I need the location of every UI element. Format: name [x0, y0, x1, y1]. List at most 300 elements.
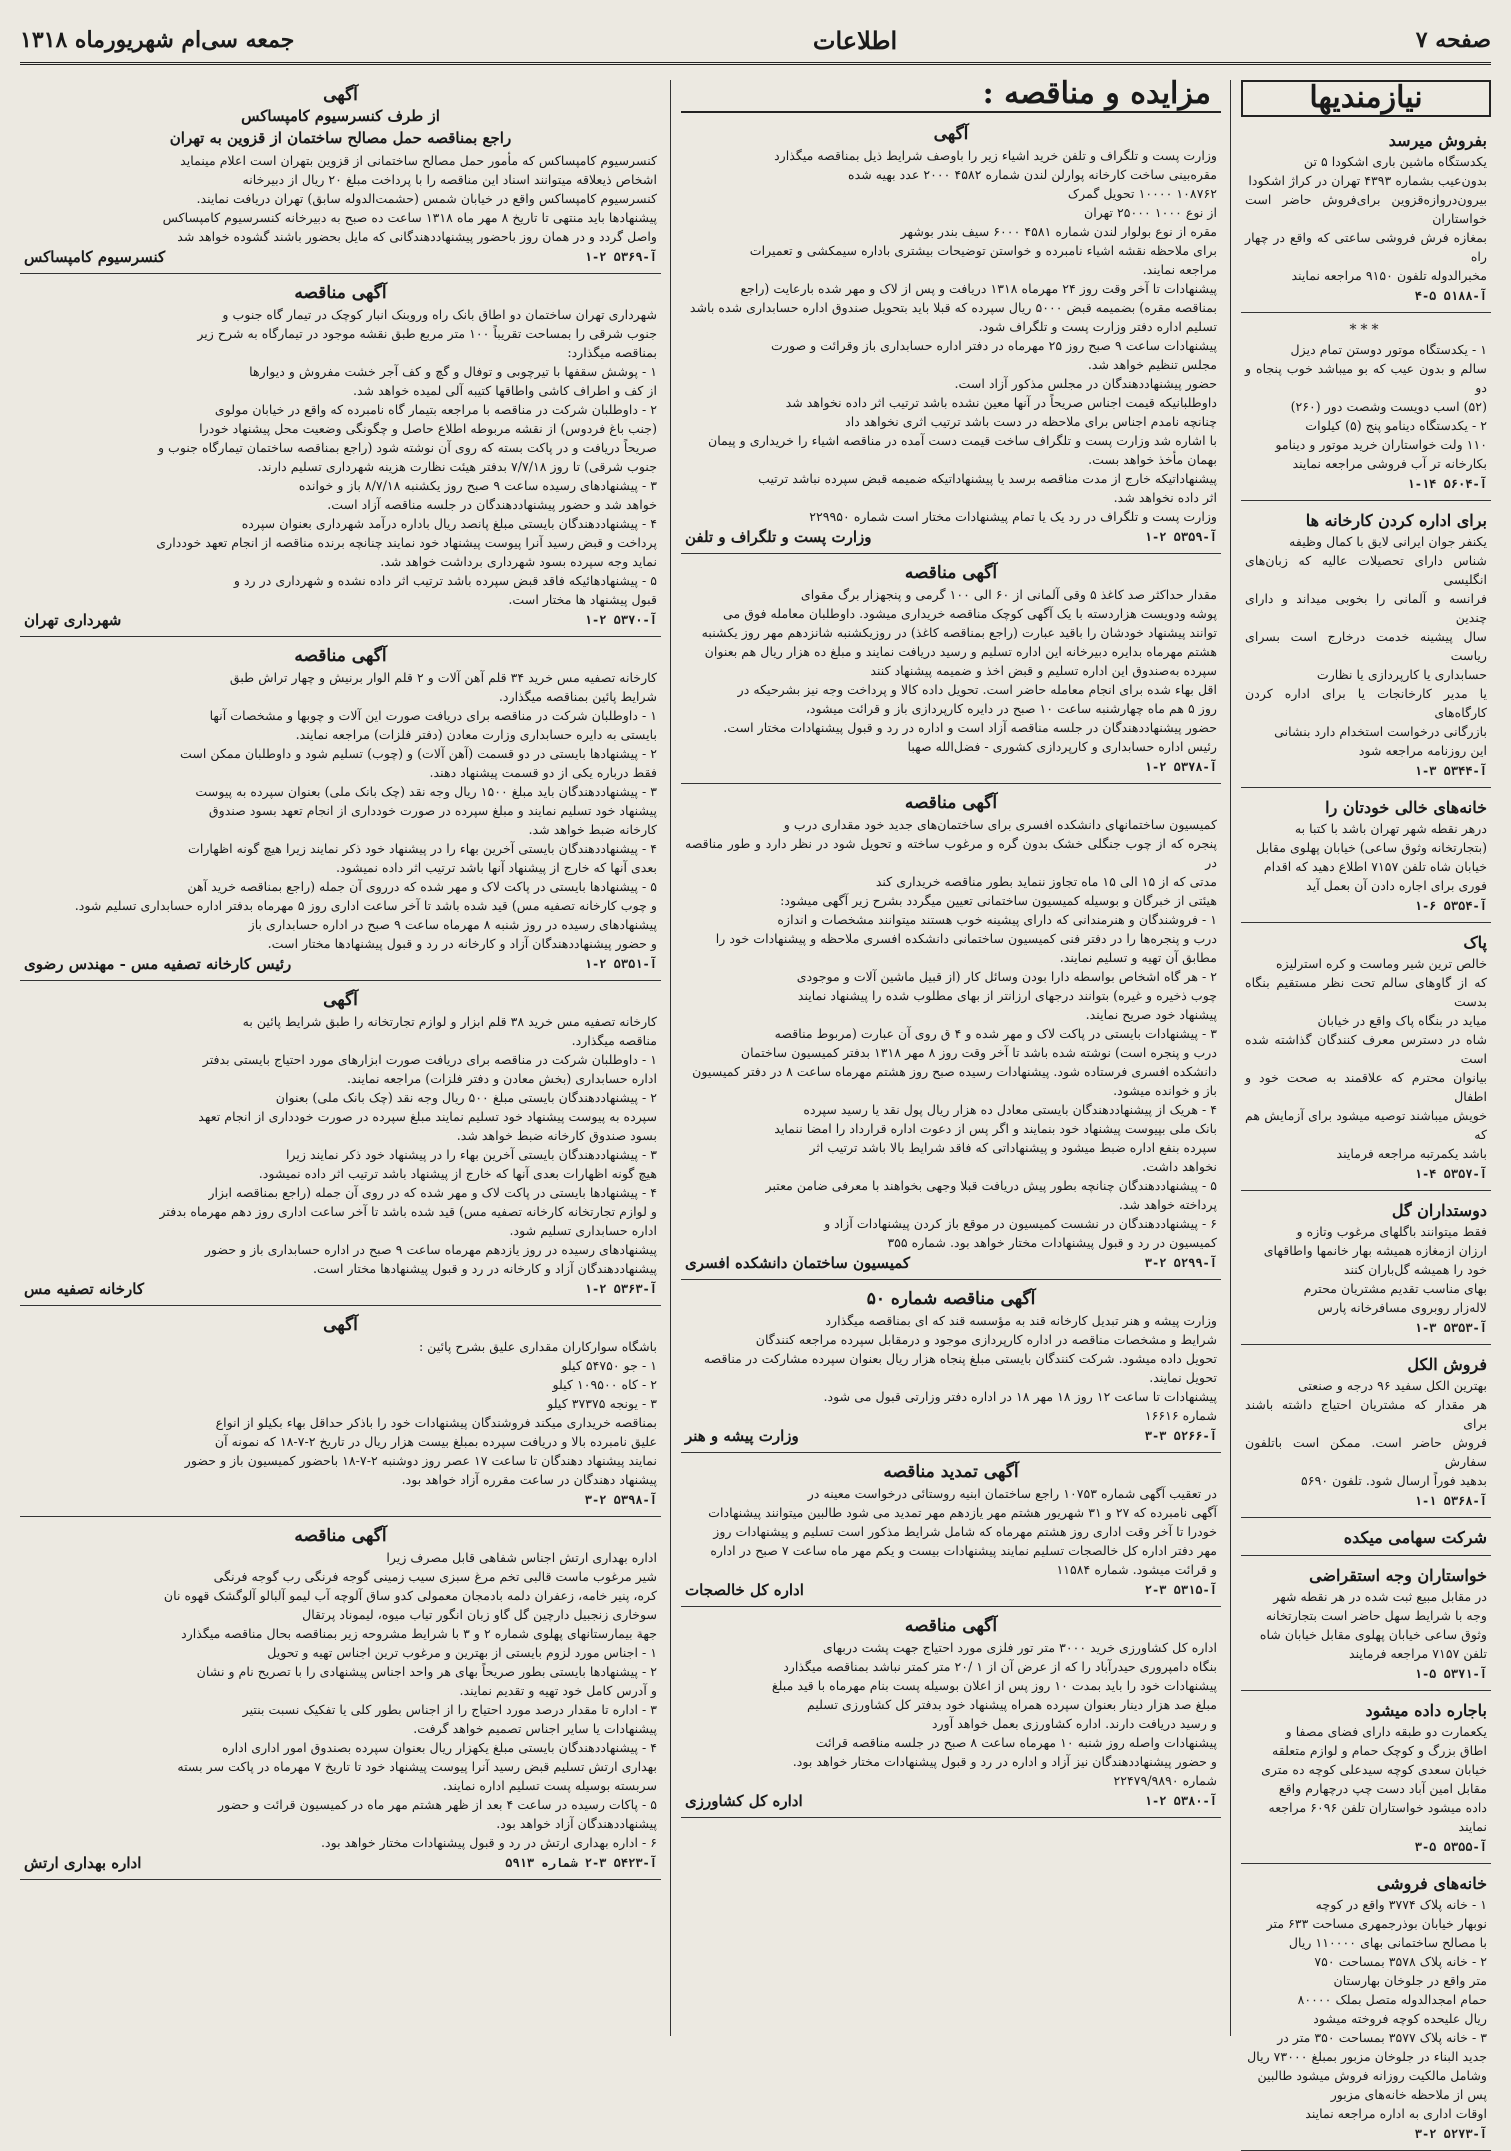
ad-text-line: کارخانه تصفیه مس خرید ۳۴ قلم آهن آلات و ۲ قلم الوار برنیش و چهار تراش طبق	[229, 670, 657, 685]
issue-date: جمعه سی‌ام شهریورماه ۱۳۱۸	[20, 27, 295, 53]
ad-block	[20, 80, 661, 274]
ad-text-line: جدید البناء در جلوخان مزبور بمبلغ ۷۳۰۰۰ ریال	[1247, 2049, 1487, 2064]
ad-text-line: متر واقع در جلوخان بهارستان	[1333, 1973, 1487, 1988]
ad-text-line: چنانچه نامدم اجناس برای ملاحظه در دست باشد ترتیب اثری نخواهد داد	[845, 414, 1217, 429]
ad-signature	[685, 1792, 1217, 1811]
ad-text-line: اوقات اداری به اداره مراجعه نمایند	[1305, 2106, 1487, 2121]
ad-text-line: ۳ - پیشنهاددهندگان باید مبلغ ۱۵۰۰ ریال وجه نقد (چک بانک ملی) بعنوان سپرده به پیوست	[195, 784, 657, 799]
ad-heading: آگهی مناقصه شماره ۵۰	[866, 1289, 1036, 1309]
ad-text-line: ۶ - پیشنهاددهندگان در نشست کمیسیون در موقع باز کردن پیشنهادات آزاد و	[824, 1216, 1217, 1231]
ad-text-line: ۲ - کاه ۱۰۹۵۰۰ کیلو	[552, 1377, 657, 1392]
ad-text-line: هیچ گونه اظهارات بعدی آنها که خارج از پیشنهاد باشد ترتیب اثر داده نمیشود.	[258, 1166, 657, 1181]
ad-heading: آگهی مناقصه	[904, 1616, 998, 1636]
ad-block	[20, 1521, 661, 1880]
ad-text-line: قبول پیشنهاد ها مختار است.	[508, 592, 657, 607]
ad-text-line: جنوب شرقی را بمساحت تقریباً ۱۰۰ متر مربع طبق نقشه موجود در تیمارگاه به شرح زیر	[197, 326, 657, 341]
ad-signature	[1245, 287, 1487, 306]
ad-text-line: مطابق آن تهیه و تسلیم نمایند.	[1059, 950, 1217, 965]
ad-text-line: پیشنهادات ساعت ۹ صبح روز ۲۵ مهرماه در دفتر اداره حسابداری باز وقرائت و صورت	[771, 338, 1217, 353]
ad-heading: آگهی مناقصه	[294, 646, 387, 666]
ad-heading: پاک	[1463, 933, 1487, 952]
ad-text-line: (۵۲) اسب دویست وشصت دور (۲۶۰)	[1290, 399, 1487, 414]
ad-text-line: پیشنهادات یا سایر اجناس تصمیم خواهد گرفت.	[413, 1721, 657, 1736]
ad-heading: خواستاران وجه استقراضی	[1309, 1566, 1487, 1585]
paper-name: اطلاعات	[812, 25, 898, 55]
ad-text-line: ۲ - هر گاه اشخاص بواسطه دارا بودن وسائل کار (از قبیل ماشین آلات و موجودی	[796, 969, 1217, 984]
ad-text-line: خویش میباشند توصیه میشود برای آزمایش هم که	[1245, 1108, 1487, 1142]
ad-text-line: پوشه ودویست هزاردسته با یک آگهی کوچک مناقصه خریداری میشود. داوطلبان معامله فوق می	[723, 606, 1217, 621]
ad-text-line: پیشنهاددهندگان آزاد و کارخانه در رد و قبول پیشنهادها مختار است.	[313, 1261, 657, 1276]
ad-block	[1241, 1522, 1491, 1556]
ad-text-line: بهترین الکل سفید ۹۶ درجه و صنعتی	[1297, 1378, 1487, 1393]
ad-text-line: مخبرالدوله تلفون ۹۱۵۰ مراجعه نمایند	[1291, 268, 1487, 283]
ad-code: آ-۵۳۵۱ ۲-۱	[584, 957, 657, 971]
ad-code: آ-۵۳۹۸ ۲-۳	[584, 1493, 657, 1507]
ad-text-line: بمناقصه خریداری میکند فروشندگان پیشنهادات خود را باذکر حداقل بهاء بکیلو از انواع	[215, 1415, 657, 1430]
ad-text-line: ۵ - پیشنهادهائیکه فاقد قبض سپرده باشد ترتیب اثر داده نشده و شهرداری در رد و	[233, 573, 657, 588]
ad-text-line: بهای مناسب تقدیم مشتریان محترم	[1303, 1281, 1487, 1296]
ad-signature	[24, 955, 657, 974]
ad-text-line: نوبهار خیابان بوذرجمهری مساحت ۶۳۳ متر	[1266, 1916, 1487, 1931]
ad-text-line: ۶ - اداره بهداری ارتش در رد و قبول پیشنهادات مختار خواهد بود.	[321, 1835, 657, 1850]
ad-text-line: مقره‌بینی ساخت کارخانه پوارلن لندن شماره ۴۵۸۲ ۲۰۰۰ عدد بهیه شده	[848, 167, 1217, 182]
ad-text-line: رئیس اداره حسابداری و کارپردازی کشوری - فضل‌الله صهبا	[907, 739, 1217, 754]
ad-signature	[1245, 2125, 1487, 2144]
ad-text-line: میاید در بنگاه پاک واقع در خیابان	[1317, 1013, 1487, 1028]
ad-text-line: پیشنهاد خود تسلیم نمایند و مبلغ سپرده در صورت خودداری از انجام تعهد بسود صندوق	[208, 803, 657, 818]
ad-text-line: با مصالح ساختمانی بهای ۱۱۰۰۰۰ ریال	[1288, 1935, 1487, 1950]
ad-organization: کنسرسیوم کامپساکس	[24, 248, 166, 266]
ad-heading: آگهی تمدید مناقصه	[883, 1462, 1019, 1482]
ad-text-line: باز و خوانده میشود.	[1113, 1083, 1217, 1098]
ad-text-line: بهداری ارتش تسلیم قبض رسید آنرا پیوست پیشنهاد خود تا تاریخ ۷ مهرماه در پاکت سر بسته	[177, 1759, 657, 1774]
ad-text-line: ۲ - داوطلبان شرکت در مناقصه با مراجعه بتیمار گاه نامبرده که واقع در خیابان مولوی	[214, 402, 657, 417]
ad-text-line: بسود صندوق کارخانه ضبط خواهد شد.	[456, 1128, 657, 1143]
ad-text-line: داوطلبانیکه قیمت اجناس صریحاً در آنها معین نشده باشد ترتیب اثر داده نخواهد شد	[785, 395, 1217, 410]
ad-organization: کمیسیون ساختمان دانشکده افسری	[685, 1254, 911, 1272]
ad-code: آ-۵۳۷۰ ۲-۱	[584, 613, 657, 627]
ad-text-line: اداره بهداری ارتش اجناس شفاهی قابل مصرف زیرا	[386, 1550, 657, 1565]
ad-text-line: پیشنهادها باید منتهی تا تاریخ ۸ مهر ماه ۱۳۱۸ ساعت ده صبح به دبیرخانه کنسرسیوم کامپساکس	[162, 210, 657, 225]
ad-text-line: خود را همیشه گل‌باران کنند	[1343, 1262, 1487, 1277]
ad-heading: خانه‌های خالی خودتان را	[1325, 798, 1487, 817]
ad-text-line: بدون‌عیب بشماره ۴۳۹۳ تهران در کراژ اشکودا	[1248, 173, 1487, 188]
ad-text-line: حضور پیشنهاددهندگان در مجلس مذکور آزاد است.	[954, 376, 1217, 391]
ad-text-line: پس از ملاحظه خانه‌های مزبور	[1330, 2087, 1487, 2102]
ad-text-line: هشتم مهرماه بدایره دبیرخانه این اداره تسلیم و رسید دریافت نمایند و مبلغ ده هزار ریال هم بعنوان	[704, 644, 1217, 659]
ad-text-line: ۴ - پیشنهاددهندگان بایستی مبلغ پانصد ریال باداره درآمد شهرداری بعنوان سپرده	[241, 516, 657, 531]
ad-code: آ-۵۳۷۸ ۲-۱	[1144, 760, 1217, 774]
ad-text-line: ۳ - خانه پلاک ۳۵۷۷ بمساحت ۳۵۰ متر در	[1277, 2030, 1487, 2045]
ad-block	[1241, 1349, 1491, 1518]
ad-organization: وزارت پست و تلگراف و تلفن	[685, 528, 872, 546]
ad-text-line: فروش حاضر است. ممکن است باتلفون سفارش	[1245, 1435, 1487, 1469]
ad-text-line: وزارت پست و تلگراف و تلفن خرید اشیاء زیر را باوصف شرایط ذیل بمناقصه میگذارد	[774, 148, 1217, 163]
ad-text-line: فقط درباره یکی از دو قسمت پیشنهاد دهند.	[429, 765, 657, 780]
ad-text-line: وثوق ساعی خیابان پهلوی مقابل خیابان شاه	[1259, 1627, 1487, 1642]
ad-text-line: مدتی که از ۱۵ الی ۱۵ ماه تجاوز ننماید بطور مناقصه خریداری کند	[875, 874, 1217, 889]
ad-text-line: این روزنامه مراجعه شود	[1358, 743, 1487, 758]
ad-organization: وزارت پیشه و هنر	[685, 1427, 799, 1445]
ad-code: آ-۵۶۰۴ ۱۴-۱	[1407, 477, 1487, 491]
ad-text-line: که از گاوهای سالم تحت نظر مستقیم بنگاه بدست	[1245, 975, 1487, 1009]
ad-text-line: خیابان سعدی کوچه سیدعلی کوچه ده متری	[1261, 1762, 1487, 1777]
ad-text-line: ۴ - پیشنهاددهندگان بایستی مبلغ یکهزار ریال بعنوان سپرده بصندوق امور اداری اداره	[221, 1740, 657, 1755]
ad-text-line: مجلس تنظیم خواهد شد.	[1087, 357, 1217, 372]
ad-code: آ-۵۳۴۴ ۳-۱	[1414, 764, 1487, 778]
ad-signature	[1245, 1165, 1487, 1184]
ad-text-line: پرداخت و قبض رسید آنرا پیوست پیشنهاد خود نمایند چنانچه برنده مناقصه از انجام تعهد خودداری	[156, 535, 657, 550]
ad-text-line: ۲ - پیشنهادها بایستی در دو قسمت (آهن آلات) و (چوب) تسلیم شود و داوطلبان ممکن است	[179, 746, 657, 761]
ad-signature	[24, 1491, 657, 1510]
ad-text-line: بمناقصه میگذارد:	[567, 345, 657, 360]
ad-text-line: داده میشود خواستاران تلفن ۶۰۹۶ مراجعه	[1268, 1800, 1487, 1815]
ad-text-line: ۱ - داوطلبان شرکت در مناقصه برای دریافت صورت این آلات و چوبها و مشخصات آنها	[209, 708, 657, 723]
ad-text-line: ۱۰۸۷۶۲ ۱۰۰۰۰ تحویل گمرک	[1067, 186, 1217, 201]
ad-text-line: ۴ - پیشنهاددهندگان بایستی آخرین بهاء را در پیشنهاد خود ذکر نمایند زیرا هیچ گونه اظهارات	[188, 841, 657, 856]
ad-text-line: ۵ - پیشنهادها بایستی در پاکت لاک و مهر شده که درروی آن جمله (راجع بمناقصه خرید آهن	[187, 879, 657, 894]
ad-text-line: بهمان مأخذ خواهد بست.	[1088, 452, 1217, 467]
ad-text-line: از نوع ۱۰۰۰ ۲۵۰۰۰ تهران	[1083, 205, 1217, 220]
ad-code: آ-۵۳۸۰ ۲-۱	[1144, 1794, 1217, 1808]
ad-text-line: یکدستگاه ماشین باری اشکودا ۵ تن	[1303, 154, 1487, 169]
ad-text-line: ۲ - خانه پلاک ۳۵۷۸ بمساحت ۷۵۰	[1314, 1954, 1487, 1969]
ad-heading: فروش الکل	[1407, 1355, 1487, 1374]
ad-block	[681, 1611, 1221, 1818]
ad-text-line: ۳ - پیشنهاددهندگان بایستی آخرین بهاء را در پیشنهاد خود ذکر نمایند زیرا	[285, 1147, 657, 1162]
ad-text-line: حضور پیشنهاددهندگان در جلسه مناقصه آزاد است و اداره در رد و قبول پیشنهادات مختار است.	[723, 720, 1217, 735]
ad-heading: بفروش میرسد	[1388, 131, 1487, 150]
ad-text-line: کمیسیون ساختمانهای دانشکده افسری برای ساختمان‌های جدید خود مقداری درب و	[783, 817, 1217, 832]
ad-text-line: پیشنهادات واصله روز شنبه ۱۰ مهرماه ساعت ۸ صبح در جلسه مناقصه قرائت	[815, 1735, 1217, 1750]
ad-text-line: باشگاه سوارکاران مقداری علیق بشرح پائین :	[418, 1339, 657, 1354]
ad-code: آ-۵۳۵۵ ۵-۳	[1414, 1840, 1487, 1854]
ad-heading: ***	[1349, 322, 1383, 338]
ad-heading: آگهی مناقصه	[904, 793, 998, 813]
ad-text-line: پیشنهاد خود صریح نمایند.	[1085, 1007, 1217, 1022]
ad-text-line: نمایند پیشنهاد دهندگان تا ساعت ۱۷ عصر روز دوشنبه ۲-۷-۱۸ باحضور کمیسیون باز و حضور	[184, 1453, 657, 1468]
ad-text-line: فوری برای اجاره دادن آن بعمل آید	[1306, 878, 1487, 893]
ad-heading: شرکت سهامی میکده	[1343, 1528, 1487, 1547]
ad-text-line: نمایند	[1458, 1819, 1487, 1834]
ad-text-line: شماره ۱۶۶۱۶	[1144, 1408, 1217, 1423]
ad-code: آ-۵۳۵۹ ۲-۱	[1144, 530, 1217, 544]
ad-signature	[685, 1427, 1217, 1446]
ad-text-line: سوخاری زنجبیل دارچین گل گاو زبان انگور تیاب میوه، لیموناد پرتقال	[302, 1607, 657, 1622]
ad-signature	[1245, 762, 1487, 781]
ad-text-line: صریحاً دریافت و در پاکت بسته که روی آن نوشته شود (راجع بمناقصه ساختمان تیمارگاه جنوب و	[157, 440, 657, 455]
ad-text-line: (بتجارتخانه وثوق ساعی) خیابان پهلوی مقابل	[1255, 840, 1487, 855]
ad-block	[1241, 125, 1491, 313]
ad-text-line: خیابان شاه تلفن ۷۱۵۷ اطلاع دهید که اقدام	[1263, 859, 1487, 874]
ad-text-line: بیانوان محترم که علاقمند به صحت خود و اطفال	[1245, 1070, 1487, 1104]
ad-heading: آگهی مناقصه	[904, 563, 998, 583]
ad-text-line: و چوب کارخانه تصفیه مس) قید شده باشد تا آخر ساعت اداری روز ۵ مهرماه بدفتر اداره حسابداری تسلیم شود.	[74, 898, 657, 913]
ad-text-line: سپرده به پیوست پیشنهاد خود تسلیم نمایند مبلغ سپرده در صورت خودداری از انجام تعهد	[198, 1109, 657, 1124]
ad-text-line: کارخانه ضبط خواهد شد.	[528, 822, 657, 837]
ad-text-line: ۳ - پیشنهادات بایستی در پاکت لاک و مهر شده و ۴ ق روی آن عبارت (مربوط مناقصه	[774, 1026, 1217, 1041]
ad-text-line: فقط میتوانند باگلهای مرغوب وتازه و	[1296, 1224, 1487, 1239]
ad-text-line: چوب ذخیره و غیره) بتوانند درجهای ارزانتر از بهای مطلوب شده را پیشنهاد نمایند	[797, 988, 1217, 1003]
ad-code: آ-۵۳۱۵ ۳-۲	[1144, 1583, 1217, 1597]
ad-organization: شهرداری تهران	[24, 611, 122, 629]
ad-text-line: ۱ - داوطلبان شرکت در مناقصه برای دریافت صورت ابزارهای مورد احتیاج بایستی بدفتر	[202, 1052, 657, 1067]
column-rule	[670, 80, 671, 2036]
ad-text-line: روز ۵ هم ماه چهارشنبه ساعت ۱۰ صبح در دایره کارپردازی باز و قرائت میشود،	[805, 701, 1217, 716]
ad-heading: باجاره داده میشود	[1365, 1701, 1487, 1720]
ad-organization: اداره کل کشاورزی	[685, 1792, 803, 1810]
ad-block	[1241, 927, 1491, 1191]
ad-text-line: مراجعه نمایند.	[1142, 262, 1217, 277]
ad-text-line: اقل بهاء شده برای انجام معامله حاضر است. تحویل داده کالا و پرداخت وجه نیز بشرحیکه در	[737, 682, 1217, 697]
ad-text-line: سپرده به‌صندوق این اداره تسلیم و قبض اخذ و ضمیمه پیشنهاد کنند	[870, 663, 1217, 678]
ad-organization: کارخانه تصفیه مس	[24, 1280, 144, 1298]
ad-heading: خانه‌های فروشی	[1376, 1874, 1487, 1893]
ad-text-line: علیق نامبرده بالا و دریافت سپرده بمبلغ بیست هزار ریال در تاریخ ۲-۷-۱۸ که نمونه آن	[214, 1434, 657, 1449]
ad-block	[20, 985, 661, 1306]
ad-heading: آگهی	[933, 124, 969, 144]
ad-signature	[685, 758, 1217, 777]
ad-code: آ-۵۳۶۸ ۱-۱	[1414, 1494, 1487, 1508]
ad-block	[1241, 317, 1491, 501]
ad-signature	[1245, 1319, 1487, 1338]
ad-text-line: دانشکده افسری فرستاده شود. پیشنهادات رسیده صبح روز هشتم مهرماه ساعت ۸ در دفتر کمیسیون	[692, 1064, 1217, 1079]
ad-block	[681, 119, 1221, 554]
ad-text-line: ۱۱۰ ولت خواستاران خرید موتور و دینامو	[1275, 437, 1487, 452]
ad-signature	[685, 1581, 1217, 1600]
ad-text-line: و لوازم تجارتخانه کارخانه تصفیه مس) قید شده باشد تا آخر ساعت اداری روز دهم مهرماه بدفتر	[159, 1204, 657, 1219]
ad-text-line: ۳ - یونجه ۳۷۳۷۵ کیلو	[547, 1396, 657, 1411]
ad-block	[1241, 1695, 1491, 1864]
ad-signature	[24, 1854, 657, 1873]
ad-block	[1241, 792, 1491, 923]
ad-text-line: شهرداری تهران ساختمان دو اطاق بانک راه وروبنک انبار کوچک در تیمار گاه جنوب و	[222, 307, 657, 322]
ad-heading: آگهی مناقصه	[294, 1526, 387, 1546]
ad-text-line: بایستی به دایره حسابداری وزارت معادن (دفتر فلزات) مراجعه نمایند.	[295, 727, 657, 742]
ad-text-line: بیرون‌دروازه‌قزوین برای‌فروش حاضر است خواستاران	[1245, 192, 1487, 226]
ad-text-line: جهة بیمارستانهای پهلوی شماره ۲ و ۳ با شرایط مشروحه زیر بمناقصه بحال مناقصه میگذارد	[181, 1626, 657, 1641]
ad-text-line: مبلغ صد هزار دینار بعنوان سپرده همراه پیشنهاد خود بدفتر کل کشاورزی تسلیم	[806, 1697, 1217, 1712]
ad-text-line: اشخاص ذیعلاقه میتوانند اسناد این مناقصه را با پرداخت مبلغ ۲۰ ریال از دبیرخانه	[242, 172, 657, 187]
ad-organization: رئیس کارخانه تصفیه مس - مهندس رضوی	[24, 955, 292, 973]
ad-text-line: سال پیشینه خدمت درخارج است بسرای ریاست	[1245, 629, 1487, 663]
ad-text-line: پیشنهادات تا ساعت ۱۲ روز ۱۸ مهر ۱۸ در اداره دفتر وزارتی قبول می شود.	[823, 1389, 1217, 1404]
ad-code: آ-۵۳۵۴ ۶-۱	[1414, 899, 1487, 913]
page-number: صفحه ۷	[1415, 27, 1491, 53]
ad-text-line: و آدرس کامل خود تهیه و تقدیم نمایند.	[459, 1683, 657, 1698]
ad-heading: آگهی مناقصه	[294, 283, 387, 303]
masthead	[20, 18, 1491, 65]
ad-text-line: شرایط و مشخصات مناقصه در اداره کارپردازی موجود و درمقابل سپرده مراجعه کنندگان	[755, 1332, 1217, 1347]
ad-text-line: بنگاه دامپروری حیدرآباد را که از عرض آن از ۱ /۲۰ متر کمتر نباشد بمناقصه میگذارد	[783, 1659, 1217, 1674]
ad-text-line: وشامل مالکیت روزانه فروش میشود طالبین	[1257, 2068, 1487, 2083]
ad-text-line: یا مدیر کارخانجات یا برای اداره کردن کارگاه‌های	[1245, 686, 1487, 720]
ad-code: آ-۵۲۹۹ ۲-۳	[1144, 1256, 1217, 1270]
ad-text-line: تسلیم اداره دفتر وزارت پست و تلگراف شود.	[978, 319, 1217, 334]
ad-text-line: وجه با شرایط سهل حاضر است بتجارتخانه	[1265, 1608, 1487, 1623]
tenders-column	[681, 76, 1221, 2036]
ad-block	[681, 1284, 1221, 1453]
ad-heading: آگهی	[323, 1315, 358, 1335]
ad-signature	[1245, 897, 1487, 916]
ad-text-line: خودرا تا آخر وقت اداری روز هشتم مهرماه که شامل شرایط مذکور است تسلیم و پیشنهادات روز	[713, 1524, 1217, 1539]
ad-text-line: ۵ - پیشنهاددهندگان چنانچه بطور پیش دریافت قبلا وجهی بخواهند با معرفی ضامن معتبر	[765, 1178, 1217, 1193]
ad-block	[681, 558, 1221, 784]
ad-text-line: پیشنهادهای رسیده در روز شنبه ۸ مهرماه ساعت ۹ صبح در اداره حسابداری باز	[248, 917, 657, 932]
ad-block	[1241, 1560, 1491, 1691]
ad-signature	[685, 1254, 1217, 1273]
ad-text-line: پیشنهادات تا آخر وقت روز ۲۴ مهرماه ۱۳۱۸ دریافت و پس از لاک و مهر شده بارعایت (راجع	[740, 281, 1217, 296]
ad-text-line: (جنب باغ فردوس) از نقشه مربوطه اطلاع حاصل و چگونگی وضعیت محل پیشنهاد خودرا	[199, 421, 657, 436]
ad-text-line: تحویل نمایند.	[1149, 1370, 1217, 1385]
ad-heading: برای اداره کردن کارخانه ها	[1305, 511, 1487, 530]
ad-signature	[1245, 1665, 1487, 1684]
ad-text-line: اثر داده نخواهد شد.	[1113, 490, 1217, 505]
ad-text-line: برای ملاحظه نقشه اشیاء نامبرده و خواستن توضیحات بیشتری باداره سیمکشی و تعمیرات	[749, 243, 1217, 258]
ad-text-line: نخواهد داشت.	[1142, 1159, 1217, 1174]
ad-text-line: سربسته بوسیله پست تسلیم اداره نمایند.	[442, 1778, 657, 1793]
ad-code: آ-۵۲۷۳ ۲-۳	[1414, 2127, 1487, 2141]
ad-text-line: و حضور پیشنهاددهندگان نیز آزاد و اداره در رد و قبول پیشنهادات مختار خواهد بود.	[792, 1754, 1217, 1769]
ad-block	[20, 641, 661, 981]
ad-text-line: کنسرسیوم کامپساکس که مأمور حمل مصالح ساختمانی از قزوین بتهران است اعلام مینماید	[180, 153, 657, 168]
ad-text-line: ۱ - یکدستگاه موتور دوستن تمام دیزل	[1290, 342, 1487, 357]
ad-text-line: و حضور پیشنهاددهندگان آزاد و کارخانه در رد و قبول پیشنهادها مختار است.	[267, 936, 657, 951]
ad-code: آ-۵۴۲۳ ۳-۲ شماره ۵۹۱۳	[505, 1856, 657, 1870]
ad-text-line: ۲ - پیشنهاددهندگان بایستی مبلغ ۵۰۰ ریال وجه نقد (چک بانک ملی) بعنوان	[275, 1090, 657, 1105]
ad-text-line: در مقابل مبیع ثبت شده در هر نقطه شهر	[1273, 1589, 1487, 1604]
ad-text-line: در تعقیب آگهی شماره ۱۰۷۵۳ راجع ساختمان ابنیه روستائی درخواست معینه در	[807, 1486, 1217, 1501]
ad-text-line: اداره حسابداری تسلیم شود.	[509, 1223, 657, 1238]
ad-text-line: نماید وجه سپرده بسود شهرداری برداشت خواهد شد.	[380, 554, 657, 569]
section-title-classifieds: نیازمندیها	[1241, 80, 1491, 117]
ad-subheading: از طرف کنسرسیوم کامپساکس	[241, 107, 440, 125]
ad-code: آ-۵۳۶۹ ۲-۱	[584, 250, 657, 264]
ad-text-line: ۳ - پیشنهادهای رسیده ساعت ۹ صبح روز یکشنبه ۸/۷/۱۸ باز و خوانده	[298, 478, 657, 493]
ad-text-line: ۲ - یکدستگاه دینامو پنج (۵) کیلوات	[1305, 418, 1487, 433]
ad-text-line: خواهد شد و حضور پیشنهاددهندگان در جلسه مناقصه آزاد است.	[327, 497, 657, 512]
ad-text-line: مقدار حداکثر صد کاغذ ۵ وقی آلمانی از ۶۰ الی ۱۰۰ گرمی و پنجهزار برگ مقوای	[800, 587, 1217, 602]
ad-text-line: آگهی نامبرده که ۲۷ و ۳۱ شهریور هشتم مهر یازدهم مهر تمدید می شود طالبین میتوانند پیشنهادات	[708, 1505, 1217, 1520]
ad-block	[681, 788, 1221, 1280]
ad-text-line: اداره کل کشاورزی خرید ۳۰۰۰ متر تور فلزی مورد احتیاج جهت پشت دربهای	[822, 1640, 1217, 1655]
ad-text-line: بعدی آنها که خارج از پیشنهاد آنها باشد ترتیب اثر داده نمیشود.	[336, 860, 657, 875]
ad-heading: آگهی	[323, 990, 358, 1010]
ad-heading: دوستداران گل	[1391, 1201, 1487, 1220]
ad-text-line: سپرده بنفع اداره ضبط میشود و پیشنهاداتی که فاقد شرایط بالا باشد ترتیب اثر	[809, 1140, 1217, 1155]
section-title-tenders: مزایده و مناقصه :	[681, 80, 1221, 113]
ad-text-line: ریال علیحده کوچه فروخته میشود	[1313, 2011, 1487, 2026]
ad-signature	[1245, 1838, 1487, 1857]
ad-text-line: جنوب شرقی) تا روز ۷/۷/۱۸ بدفتر هیئت نظارت هزینه شهرداری تسلیم دارند.	[257, 459, 657, 474]
ad-text-line: درب و پنجره‌ها را در دفتر فنی کمیسیون ساختمانی دانشکده افسری ملاحظه و پیشنهادات خود را	[715, 931, 1217, 946]
ad-text-line: تلفن ۷۱۵۷ مراجعه فرمایند	[1349, 1646, 1487, 1661]
ad-block	[20, 278, 661, 637]
ad-text-line: پیشنهاداتیکه خارج از مدت مناقصه برسد یا پیشنهاداتیکه ضمیمه قبض سپرده نباشد ترتیب	[758, 471, 1217, 486]
ad-text-line: شرایط پائین بمناقصه میگذارد.	[498, 689, 657, 704]
ad-text-line: وزارت پیشه و هنر تبدیل کارخانه قند به مؤسسه قند که ای بمناقصه میگذارد	[825, 1313, 1217, 1328]
ad-text-line: مهر دفتر اداره کل خالصجات تسلیم نمایند پیشنهادات بیست و یکم مهر ماه ساعت ۷ صبح در اداره	[710, 1543, 1217, 1558]
ad-signature	[1245, 1492, 1487, 1511]
ad-organization: اداره کل خالصجات	[685, 1581, 804, 1599]
ad-text-line: ۱ - خانه پلاک ۳۷۷۴ واقع در کوچه	[1315, 1897, 1487, 1912]
ad-text-line: و رسید دریافت دارند. اداره کشاورزی بعمل خواهد آورد	[931, 1716, 1217, 1731]
ad-text-line: واصل گردد و در همان روز باحضور پیشنهاددهندگانی که مایل بحضور باشند گشوده خواهد شد	[177, 229, 657, 244]
ad-code: آ-۵۳۷۱ ۵-۱	[1414, 1667, 1487, 1681]
ad-text-line: پیشنهاددهندگان آزاد خواهد بود.	[496, 1816, 657, 1831]
ad-signature	[685, 528, 1217, 547]
ad-text-line: هیئتی از خبرگان و بوسیله کمیسیون ساختمانی تعیین میگردد بشرح زیر آگهی میشود:	[780, 893, 1217, 908]
ad-signature	[24, 611, 657, 630]
ad-text-line: هر مقدار که مشتریان احتیاج داشته باشند برای	[1245, 1397, 1487, 1431]
ad-text-line: پیشنهادات خود را باید بمدت ۱۰ روز پس از اعلان بوسیله پست بنام مهرماه با قید مبلغ	[771, 1678, 1217, 1693]
ad-text-line: شاه در دسترس معرف کنندگان گذاشته شده است	[1245, 1032, 1487, 1066]
ad-block	[1241, 1195, 1491, 1345]
ad-text-line: حمام امجدالدوله متصل بملک ۸۰۰۰۰	[1297, 1992, 1487, 2007]
ad-signature	[1245, 475, 1487, 494]
ad-block	[1241, 505, 1491, 788]
ad-text-line: ۱ - فروشندگان و هنرمندانی که دارای پیشینه خوب هستند میتوانند مشخصات و اندازه	[777, 912, 1217, 927]
ad-text-line: شیر مرغوب ماست قالبی تخم مرغ سبزی سیب زمینی گوجه فرنگی رب گوجه فرنگی	[213, 1569, 657, 1584]
ad-text-line: ۳ - اداره تا مقدار درصد مورد احتیاج را از اجناس بطور کلی یا تفکیک نسبت بنتیر	[242, 1702, 657, 1717]
ad-code: آ-۵۳۵۳ ۳-۱	[1414, 1321, 1487, 1335]
ad-text-line: پرداخته خواهد شد.	[1118, 1197, 1217, 1212]
ad-text-line: درهر نقطه شهر تهران باشد با کتبا به	[1294, 821, 1487, 836]
ad-text-line: وزارت پست و تلگراف در رد یک یا تمام پیشنهادات مختار است شماره ۲۲۹۹۵۰	[809, 509, 1217, 524]
ad-code: آ-۵۱۸۸ ۵-۴	[1414, 289, 1487, 303]
ad-code: آ-۵۳۵۷ ۴-۱	[1414, 1167, 1487, 1181]
ad-text-line: مقابل امین آباد دست چپ درچهارم واقع	[1278, 1781, 1487, 1796]
ad-code: آ-۵۲۶۶ ۳-۳	[1144, 1429, 1217, 1443]
ad-text-line: شماره ۲۲۴۷۹/۹۸۹۰	[1113, 1773, 1217, 1788]
ad-heading: آگهی	[323, 85, 358, 105]
ad-text-line: بمناقصه مقره) بضمیمه قبض ۵۰۰۰ ریال سپرده که قبلا باید بتحویل صندوق اداره حسابداری شده باشد	[689, 300, 1217, 315]
ad-text-line: یکعمارت دو طبقه دارای فضای مصفا و	[1285, 1724, 1487, 1739]
ad-text-line: ۵ - پاکات رسیده در ساعت ۴ بعد از ظهر هشتم مهر ماه در کمیسیون قرائت و حضور	[217, 1797, 657, 1812]
ad-text-line: بدهید فوراً ارسال شود. تلفون ۵۶۹۰	[1301, 1473, 1487, 1488]
ad-text-line: ۱ - پوشش سقفها با تیرچوبی و توفال و گچ و کف آجر خشت مفروش و دیوارها	[249, 364, 657, 379]
ad-text-line: کمیسیون در رد و قبول پیشنهادات مختار خواهد بود. شماره ۳۵۵	[887, 1235, 1217, 1250]
ad-text-line: بازرگانی درخواست استخدام دارد بنشانی	[1274, 724, 1487, 739]
ad-block	[1241, 1868, 1491, 2151]
ad-signature	[24, 1280, 657, 1299]
ad-text-line: کنسرسیوم کامپساکس واقع در خیابان شمس (حشمت‌الدوله سابق) تهران دریافت نمایند.	[196, 191, 657, 206]
ad-text-line: از کف و اطراف کاشی واطاقها کتیبه آلی لمیده خواهد شد.	[352, 383, 657, 398]
ad-text-line: ۲ - پیشنهادها بایستی بطور صریحاً بهای هر واحد اجناس پیشنهادی را با تصریح نام و نشان	[196, 1664, 657, 1679]
ad-text-line: و قرائت میشود. شماره ۱۱۵۸۴	[1056, 1562, 1217, 1577]
ad-text-line: بانک ملی بپیوست پیشنهاد خود بنمایند و اگر پس از دعوت اداره قرارداد را امضا ننماید	[774, 1121, 1217, 1136]
ad-text-line: اطاق بزرگ و کوچک حمام و لوازم متعلقه	[1271, 1743, 1487, 1758]
ad-text-line: بمغازه فرش فروشی ساعتی که واقع در چهار راه	[1245, 230, 1487, 264]
classifieds-column	[1241, 80, 1491, 2141]
ad-text-line: توانند پیشنهاد خودشان را باقید عبارت (راجع بمناقصه کاغذ) در روزیکشنبه شانزدهم مهر روز یکشنبه	[701, 625, 1217, 640]
ad-text-line: پنجره که از چوب جنگلی خشک بدون گره و مرغوب ساخته و تحویل شود در نظر دارد و طور مناقصه در	[685, 836, 1217, 870]
column-rule	[1230, 80, 1231, 2036]
ad-text-line: مناقصه میگذارد.	[571, 1033, 657, 1048]
ad-text-line: مقره از نوع بولوار لندن شماره ۴۵۸۱ ۶۰۰۰ سیف بندر بوشهر	[900, 224, 1217, 239]
notices-column	[20, 80, 661, 2036]
ad-text-line: یکنفر جوان ایرانی لایق با کمال وظیفه	[1289, 534, 1487, 549]
ad-text-line: ۴ - هریک از پیشنهاددهندگان بایستی معادل ده هزار ریال پول نقد یا رسید سپرده	[803, 1102, 1217, 1117]
ad-text-line: ۴ - پیشنهادها بایستی در پاکت لاک و مهر شده که در روی آن جمله (راجع بمناقصه ابزار	[208, 1185, 657, 1200]
ad-subheading: راجع بمناقصه حمل مصالح ساختمان از قزوین به تهران	[169, 129, 512, 147]
ad-text-line: اداره حسابداری (بخش معادن و دفتر فلزات) مراجعه نمایند.	[346, 1071, 657, 1086]
ad-text-line: فرانسه و آلمانی را بخوبی میداند و دارای چندین	[1245, 591, 1487, 625]
ad-text-line: پیشنهاد دهندگان در ساعت مقرره آزاد خواهد بود.	[401, 1472, 657, 1487]
ad-text-line: باشد یکمرتبه مراجعه فرمایند	[1336, 1146, 1487, 1161]
ad-text-line: حسابداری یا کارپردازی یا نظارت	[1316, 667, 1487, 682]
ad-signature	[24, 248, 657, 267]
